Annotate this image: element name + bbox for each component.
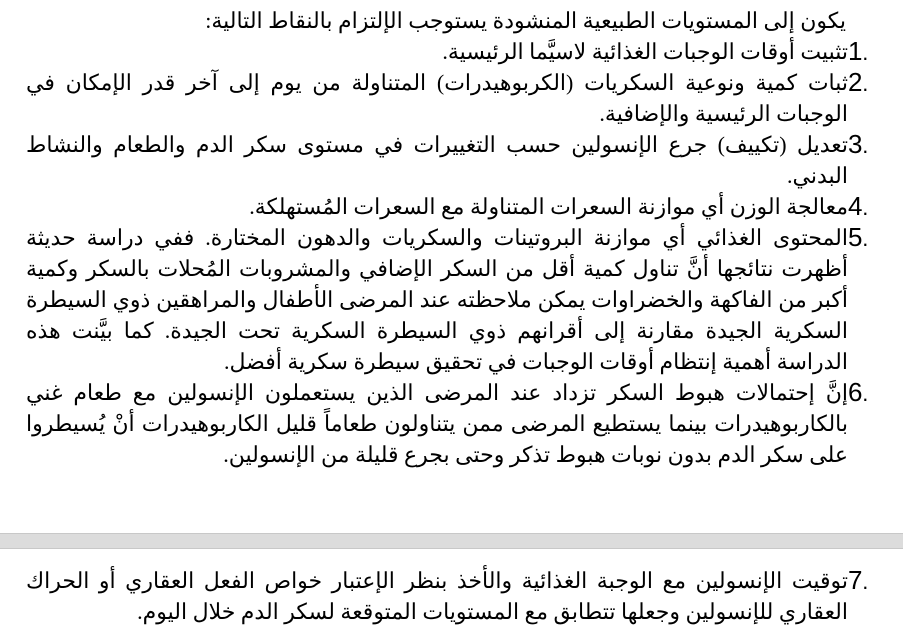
list-item-text: ثبات كمية ونوعية السكريات (الكربوهيدرات) المتناولة من يوم إلى آخر قدر الإمكان في الوجبات الرئيسية والإضافية. bbox=[26, 70, 848, 126]
numbered-points-list bbox=[26, 36, 878, 470]
list-item-text: تعديل (تكييف) جرع الإنسولين حسب التغييرات في مستوى سكر الدم والطعام والنشاط البدني. bbox=[26, 132, 848, 188]
intro-paragraph: يكون إلى المستويات الطبيعية المنشودة يستوجب الإلتزام بالنقاط التالية: bbox=[205, 8, 846, 33]
page-2-text-column bbox=[26, 565, 878, 627]
list-item-1 bbox=[26, 36, 878, 67]
page-1-text-column bbox=[26, 5, 878, 470]
numbered-points-list-continued bbox=[26, 565, 878, 627]
list-item-5 bbox=[26, 222, 878, 377]
page-break-gap bbox=[0, 534, 903, 549]
list-item-text: المحتوى الغذائي أي موازنة البروتينات والسكريات والدهون المختارة. ففي دراسة حديثة أظهرت نتائجها أنَّ تناول كمية أقل من السكر الإضافي والمشروبات المُحلات بالسكر وكمية أكبر من الفاكهة والخضراوات يمكن ملاحظته عند المرضى الأطفال والمراهقين ذوي السيطرة السكرية الجيدة مقارنة إلى أقرانهم ذوي السيطرة السكرية تحت الجيدة. كما بيَّنت هذه الدراسة أهمية إنتظام أوقات الوجبات في تحقيق سيطرة سكرية أفضل. bbox=[26, 225, 848, 374]
list-item-4 bbox=[26, 191, 878, 222]
list-item-number: 2 . bbox=[848, 67, 878, 99]
document-page-2 bbox=[0, 549, 903, 636]
list-item-text: إنَّ إحتمالات هبوط السكر تزداد عند المرضى الذين يستعملون الإنسولين مع طعام غني بالكاربوهيدرات بينما يستطيع المرضى ممن يتناولون طعاماً قليل الكاربوهيدرات أنْ يُسيطروا على سكر الدم بدون نوبات هبوط تذكر وحتى بجرع قليلة من الإنسولين. bbox=[26, 380, 848, 467]
list-item-text: تثبيت أوقات الوجبات الغذائية لاسيَّما الرئيسية. bbox=[442, 39, 848, 64]
list-item-number: 7 . bbox=[848, 565, 878, 597]
list-item-2 bbox=[26, 67, 878, 129]
list-item-text: معالجة الوزن أي موازنة السعرات المتناولة مع السعرات المُستهلكة. bbox=[249, 194, 848, 219]
list-item-number: 3 . bbox=[848, 129, 878, 161]
list-item-3 bbox=[26, 129, 878, 191]
list-item-text: توقيت الإنسولين مع الوجبة الغذائية والأخذ بنظر الإعتبار خواص الفعل العقاري أو الحراك العقاري للإنسولين وجعلها تتطابق مع المستويات المتوقعة لسكر الدم خلال اليوم. bbox=[26, 568, 848, 624]
list-item-number: 6 . bbox=[848, 377, 878, 409]
list-item-7 bbox=[26, 565, 878, 627]
list-item-6 bbox=[26, 377, 878, 470]
list-item-number: 4 . bbox=[848, 191, 878, 223]
list-item-number: 1 . bbox=[848, 36, 878, 68]
list-item-number: 5 . bbox=[848, 222, 878, 254]
